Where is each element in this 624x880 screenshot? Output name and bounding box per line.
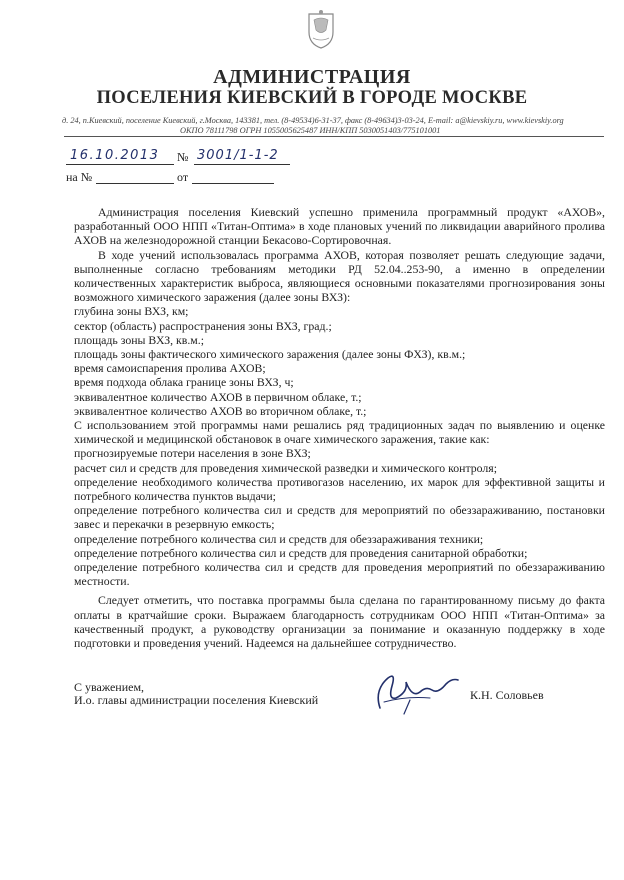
list-item: определение потребного количества сил и средств для проведения мероприятий по обеззараживанию местности. bbox=[74, 560, 605, 589]
list-item: эквивалентное количество АХОВ в первичном облаке, т.; bbox=[74, 389, 362, 404]
handwritten-date: 16.10.2013 bbox=[70, 148, 160, 163]
list-item: эквивалентное количество АХОВ во вторичном облаке, т.; bbox=[74, 403, 367, 418]
registration-codes: ОКПО 78111798 ОГРН 1055005625487 ИНН/КПП 5030051403/775101001 bbox=[180, 126, 441, 135]
signatory-position: И.о. главы администрации поселения Киевский bbox=[74, 693, 319, 707]
list-item: определение потребного количества сил и средств для обеззараживания техники; bbox=[74, 531, 484, 546]
list-item: определение необходимого количества противогазов населению, их марок для эффективной защиты и потребного количества пунктов выдачи; bbox=[74, 474, 605, 504]
in-reply-underline bbox=[96, 183, 174, 184]
organization-title: АДМИНИСТРАЦИЯ bbox=[213, 66, 411, 88]
signatory-name: К.Н. Соловьев bbox=[470, 688, 544, 702]
list-item: расчет сил и средств для проведения химической разведки и химического контроля; bbox=[74, 460, 497, 475]
handwritten-signature bbox=[366, 668, 466, 720]
paragraph-usage: С использованием этой программы нами решались ряд традиционных задач по выявлению и оценке химической и медицинской обстановок в очаге химического заражения, такие как: bbox=[74, 418, 605, 447]
list-item: время подхода облака границе зоны ВХЗ, ч; bbox=[74, 375, 294, 390]
coat-of-arms-emblem bbox=[304, 8, 338, 50]
list-item: глубина зоны ВХЗ, км; bbox=[74, 304, 189, 319]
handwritten-number: 3001/1-1-2 bbox=[197, 148, 279, 163]
address-line: д. 24, п.Киевский, поселение Киевский, г.Москва, 143381, тел. (8-49534)6-31-37, факс (8-49634)3-03-24, E-mail: a@kievskiy.ru, www.kievskiy.org bbox=[62, 116, 564, 125]
header-divider bbox=[64, 136, 604, 137]
number-label: № bbox=[177, 150, 189, 164]
list-item: определение потребного количества сил и средств для проведения санитарной обработки; bbox=[74, 545, 528, 560]
list-item: определение потребного количества сил и средств для мероприятий по обеззараживанию, постановки завес и перекачки в резервную емкость; bbox=[74, 503, 605, 532]
paragraph-tasks: В ходе учений использовалась программа АХОВ, которая позволяет решать следующие задачи, выполненные согласно требованиям методики РД 52.04..253-90, а именно в определении количественных характеристик выброса, являющиеся основными показателями прогнозирования зоны возможного химического заражения (далее зоны ВХЗ): bbox=[74, 247, 605, 305]
organization-subtitle: ПОСЕЛЕНИЯ КИЕВСКИЙ В ГОРОДЕ МОСКВЕ bbox=[96, 88, 528, 108]
list-item: площадь зоны ВХЗ, кв.м.; bbox=[74, 332, 204, 347]
list-item: прогнозируемые потери населения в зоне ВХЗ; bbox=[74, 446, 311, 461]
from-label: от bbox=[177, 170, 189, 184]
from-underline bbox=[192, 183, 274, 184]
list-item: время самоиспарения пролива АХОВ; bbox=[74, 361, 266, 376]
paragraph-intro: Администрация поселения Киевский успешно применила программный продукт «АХОВ», разработанный ООО НПП «Титан-Оптима» в ходе плановых учений по ликвидации аварийного пролива АХОВ на железнодорожной станции Бекасово-Сортировочная. bbox=[74, 205, 605, 248]
letter-body bbox=[74, 205, 605, 650]
paragraph-gratitude: Следует отметить, что поставка программы была сделана по гарантированному письму до факта оплаты в кратчайшие сроки. Выражаем благодарность сотрудникам ООО НПП «Титан-Оптима» за качественный продукт, а руководству организации за понимание и оказанную поддержку в ходе подготовки и проведения учений. Надеемся на дальнейшее сотрудничество. bbox=[74, 593, 605, 651]
number-underline bbox=[194, 164, 290, 165]
in-reply-label: на № bbox=[66, 170, 93, 184]
list-item: площадь зоны фактического химического заражения (далее зоны ФХЗ), кв.м.; bbox=[74, 347, 466, 362]
closing-regards: С уважением, bbox=[74, 680, 145, 694]
date-underline bbox=[66, 164, 174, 165]
list-item: сектор (область) распространения зоны ВХЗ, град.; bbox=[74, 318, 332, 333]
